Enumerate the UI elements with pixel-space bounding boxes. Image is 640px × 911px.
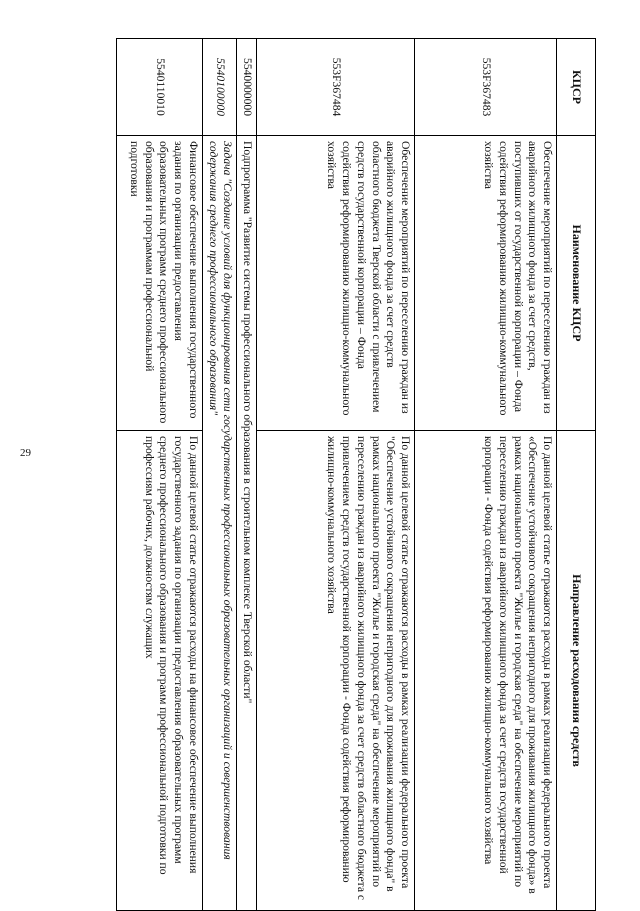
row-subprogram: Подпрограмма "Развитие системы профессионального образования в строительном комплексе Тверской области" xyxy=(237,136,257,911)
header-direction: Направление расходования средств xyxy=(557,431,596,911)
row-code: 5540110010 xyxy=(116,39,202,136)
header-name: Наименование КЦСР xyxy=(557,136,596,431)
row-code: 5540100000 xyxy=(202,39,236,136)
page-number: 29 xyxy=(20,447,31,459)
table-header-row xyxy=(557,39,596,911)
row-name: Финансовое обеспечение выполнения государственного задания по организации предоставления образовательных программ среднего профессионального образования и программам профессиональной подготовки xyxy=(116,136,202,431)
header-kcsr: КЦСР xyxy=(557,39,596,136)
table-row-subprogram xyxy=(237,39,257,911)
row-task: Задача "Создание условий для функционирования сети государственных профессиональных образовательных организаций и совершенствования содержания среднего профессионального образования" xyxy=(202,136,236,911)
table-row xyxy=(116,39,202,911)
row-name: Обеспечение мероприятий по переселению граждан из аварийного жилищного фонда за счет средств, поступивших от государственной корпорации – Фонда содействия реформированию жилищно-коммунального хозяйства xyxy=(415,136,557,431)
table-row xyxy=(415,39,557,911)
row-direction: По данной целевой статье отражаются расходы на финансовое обеспечение выполнения государственного задания по организации предоставления образовательных программ среднего профессионального образования и программ профессиональной подготовки по профессиям рабочих, должностям служащих xyxy=(116,431,202,911)
rotated-table-wrapper xyxy=(99,38,596,910)
row-direction: По данной целевой статье отражаются расходы в рамках реализации федерального проекта "Обеспечение устойчивого сокращения непригодного для проживания жилищного фонда" в рамках национального проекта "Жилье и городская среда" на обеспечение мероприятий по переселению граждан из аварийного жилищного фонда за счет средств областного бюджета с привлечением средств государственной корпорации - Фонда содействия реформированию жилищно-коммунального хозяйства xyxy=(257,431,415,911)
table-row-task xyxy=(202,39,236,911)
row-name: Обеспечение мероприятий по переселению граждан из аварийного жилищного фонда за счет средств областного бюджета Тверской области с привлечением средств государственной корпорации – Фонда содействия реформированию жилищно-коммунального хозяйства xyxy=(257,136,415,431)
table-row xyxy=(257,39,415,911)
row-direction: По данной целевой статье отражаются расходы в рамках реализации федерального проекта «Обеспечение устойчивого сокращения непригодного для проживания жилищного фонда» в рамках национального проекта "Жилье и городская среда" на обеспечение мероприятий по переселению граждан из аварийного жилищного фонда за счет средств государственной корпорации - Фонда содействия реформированию жилищно-коммунального хозяйства xyxy=(415,431,557,911)
row-code: 553F367484 xyxy=(257,39,415,136)
row-code: 553F367483 xyxy=(415,39,557,136)
row-code: 5540000000 xyxy=(237,39,257,136)
kcsr-table xyxy=(116,38,596,911)
